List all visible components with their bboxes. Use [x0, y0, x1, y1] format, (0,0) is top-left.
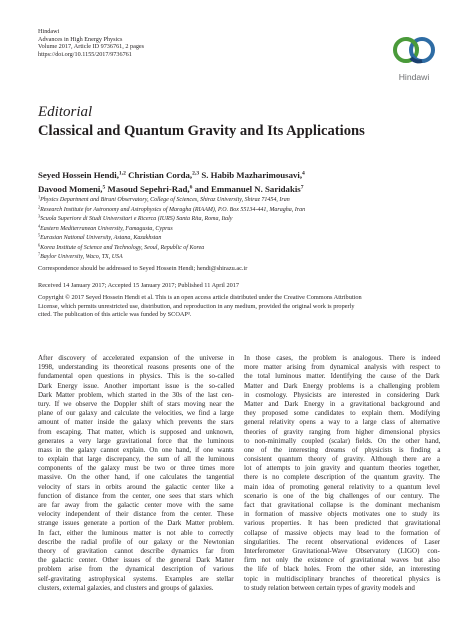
author-sup: 6 [189, 184, 193, 191]
author-name: Seyed Hossein Hendi, [38, 170, 119, 180]
body-text-line: from escaping. That matter, which is supposed and unknown, [38, 427, 234, 436]
hindawi-logo [388, 34, 440, 84]
author-sup: 1,2 [118, 170, 126, 177]
body-text-line: one of the interesting dreams of physicists is finding a [244, 445, 441, 454]
affiliation-item [38, 234, 305, 244]
affiliation-number: 7 [38, 251, 41, 257]
body-text-line: topic in multidisciplinary branches of theoretical physics is [244, 574, 441, 583]
author-line-1 [38, 168, 448, 182]
author-sup: 4 [302, 170, 305, 177]
body-text-line: 1998, understanding its theoretical reasons presents one of the [38, 363, 234, 372]
affiliation-text: Physics Department and Biruni Observatory, College of Sciences, Shiraz University, Shiraz 71454, Iran [40, 197, 290, 203]
body-text-line: velocity independent of their distance from the center. These [38, 510, 234, 519]
author-sup: 5 [102, 184, 106, 191]
body-text-line: to non-minimally coupled (scalar) fields. On the other hand, [244, 436, 441, 445]
body-text-line: collapse of massive objects may lead to the formation of [244, 528, 441, 537]
affiliation-item [38, 253, 305, 263]
affiliation-text: Research Institute for Astronomy and Astrophysics of Maragha (RIAAM), P.O. Box 55134-441, Maragha, Iran [40, 206, 306, 213]
body-text-line: plane of our galaxy and calculate the velocities, we find a large [38, 409, 234, 418]
body-text-line: fact that gravitational collapse is the dominant mechanism [244, 501, 441, 509]
author-name: Masoud Sepehri-Rad, [105, 184, 190, 194]
journal-name: Advances in High Energy Physics [38, 35, 123, 43]
affiliation-number: 6 [38, 241, 41, 247]
body-text-line: In fact, either the luminous matter is not able to correctly [38, 528, 234, 537]
rings-icon [388, 34, 440, 74]
volume-line: Volume 2017, Article ID 9736761, 2 pages [38, 43, 145, 51]
article-dates: Received 14 January 2017; Accepted 15 January 2017; Published 11 April 2017 [38, 282, 240, 289]
section-label: Editorial [38, 104, 93, 120]
body-text-line: there is no complete description of the quantum gravity. The [244, 473, 440, 482]
body-text-line: function of distance from the center, one sees that stars which [38, 491, 234, 500]
body-text-line: generates a very large gravitational force that the luminous [38, 436, 234, 445]
body-text-line: in formation of massive objects motivates one to study its [244, 510, 440, 519]
body-column-right [244, 354, 440, 593]
copyright-notice [38, 294, 440, 320]
body-text-line: theory of gravitation cannot describe dynamics far from [38, 546, 235, 555]
body-text-line: to explain that large discrepancy, the sum of all the luminous [38, 455, 235, 464]
author-name: Davood Momeni, [38, 184, 103, 194]
body-text-line: massive. On the other hand, if one calculates the tangential [38, 473, 235, 482]
affiliation-number: 1 [38, 194, 41, 200]
body-text-line: more matter arising from dynamical analysis with respect to [244, 363, 441, 372]
author-list [38, 168, 448, 196]
body-text-line: clusters, external galaxies, and clusters and groups of galaxies. [38, 583, 214, 592]
publisher-name: Hindawi [38, 28, 60, 35]
body-text-line: various properties. It has been predicted that gravitational [244, 519, 441, 528]
affiliation-number: 3 [38, 213, 41, 219]
author-sup: 7 [300, 184, 304, 191]
body-text-line: scenario is one of the big challenges of our century. The [244, 491, 440, 500]
body-text-line: Matter and Dark Energy in a gravitational background and [244, 399, 440, 408]
body-text-line: In those cases, the problem is analogous. There is indeed [244, 354, 441, 362]
body-text-line: the total luminous matter. Identifying the cause of the Dark [244, 372, 440, 381]
affiliation-item [38, 215, 305, 225]
affiliation-text: Scuola Superiore di Studi Universitari e Ricerca (IURS) Santa Rita, Roma, Italy [40, 216, 233, 222]
body-text-line: lot of attempts to join gravity and quantum theories together, [244, 464, 441, 473]
body-text-line: in cosmology. Physicists are interested in considering Dark [244, 390, 440, 399]
body-text-line: After discovery of accelerated expansion of the universe in [38, 354, 235, 362]
author-line-2 [38, 182, 448, 196]
author-name: S. Habib Mazharimousavi, [199, 170, 303, 180]
author-name: Christian Corda, [125, 170, 193, 180]
affiliation-item [38, 196, 305, 206]
affiliation-list [38, 196, 305, 263]
affiliation-text: Baylor University, Waco, TX, USA [40, 254, 123, 260]
article-title: Classical and Quantum Gravity and Its Applications [38, 123, 365, 139]
body-text-line: describe the radial profile of our galaxy or the Newtonian [38, 537, 235, 546]
logo-wordmark: Hindawi [398, 72, 430, 82]
body-text-line: Dark Energy issue. Another important issue is the so-called [38, 381, 235, 390]
body-text-line: mass in the galaxy cannot explain. On one hand, if one wants [38, 445, 234, 454]
body-text-line: the galactic center. Other issues of the general Dark Matter [38, 556, 234, 565]
body-text-line: to study relation between certain types of gravity models and [244, 583, 415, 592]
correspondence-note: Correspondence should be addressed to Seyed Hossein Hendi; hendi@shirazu.ac.ir [38, 265, 248, 272]
affiliation-number: 2 [38, 203, 41, 209]
body-text-line: tury. If we observe the Doppler shift of stars moving near the [38, 399, 234, 408]
body-column-left [38, 354, 234, 593]
body-text-line: strange issues generate a portion of the Dark Matter problem. [38, 519, 234, 528]
body-text-line: consistent quantum theory of gravity. Although there are a [244, 455, 441, 464]
journal-meta [38, 28, 144, 58]
copyright-line: Copyright © 2017 Seyed Hossein Hendi et al. This is an open access article distributed under the Creative Commons Attribution [38, 294, 362, 301]
body-text-line: self-gravitating astrophysical systems. Examples are stellar [38, 574, 234, 583]
body-text-line: are far away from the galactic center move with the same [38, 501, 234, 509]
affiliation-number: 5 [38, 232, 41, 238]
body-text-line: theories of gravity ranging from higher dimensional physics [244, 427, 441, 436]
body-text-line: problem arise from the dynamical description of various [38, 565, 234, 574]
author-name: and Emmanuel N. Saridakis [192, 184, 301, 194]
body-text-line: they proposed some candidates to explain them. Modifying [244, 409, 441, 418]
body-text-line: amount of matter inside the galaxy which prevents the stars [38, 418, 234, 427]
copyright-line: License, which permits unrestricted use, distribution, and reproduction in any medium, provided the original work is properly [38, 302, 355, 310]
affiliation-text: Korea Institute of Science and Technology, Seoul, Republic of Korea [40, 244, 205, 251]
body-text-line: Interferometer Gravitational-Wave Observatory (LIGO) con- [244, 546, 440, 555]
body-text-line: general relativity opens a way to a large class of alternative [244, 418, 440, 427]
doi-link[interactable]: https://doi.org/10.1155/2017/9736761 [38, 50, 132, 58]
affiliation-number: 4 [38, 222, 41, 228]
affiliation-text: Eurasian National University, Astana, Kazakhstan [40, 235, 162, 241]
body-text-line: Matter and Dark Energy problems is a challenging problem [244, 381, 440, 390]
copyright-line: cited. The publication of this article was funded by SCOAP³. [38, 311, 192, 319]
body-text-line: components of the galaxy must be two or three times more [38, 464, 235, 473]
body-text-line: main idea of promoting general relativity to a quantum level [244, 482, 440, 491]
body-text-line: firm not only the existence of gravitational waves but also [244, 556, 440, 565]
body-text-line: singularities. The recent observational evidences of Laser [244, 537, 441, 546]
body-text-line: velocity of stars in orbits around the galactic center like a [38, 482, 234, 491]
body-text-line: the life of black holes. From the other side, an interesting [244, 565, 441, 574]
body-text-line: fundamental open questions in physics. This is the so-called [38, 372, 235, 381]
author-sup: 2,3 [192, 170, 200, 177]
body-text-line: Dark Matter problem, which started in the 30s of the last cen- [38, 390, 234, 399]
affiliation-text: Eastern Mediterranean University, Famagusta, Cyprus [40, 225, 173, 232]
